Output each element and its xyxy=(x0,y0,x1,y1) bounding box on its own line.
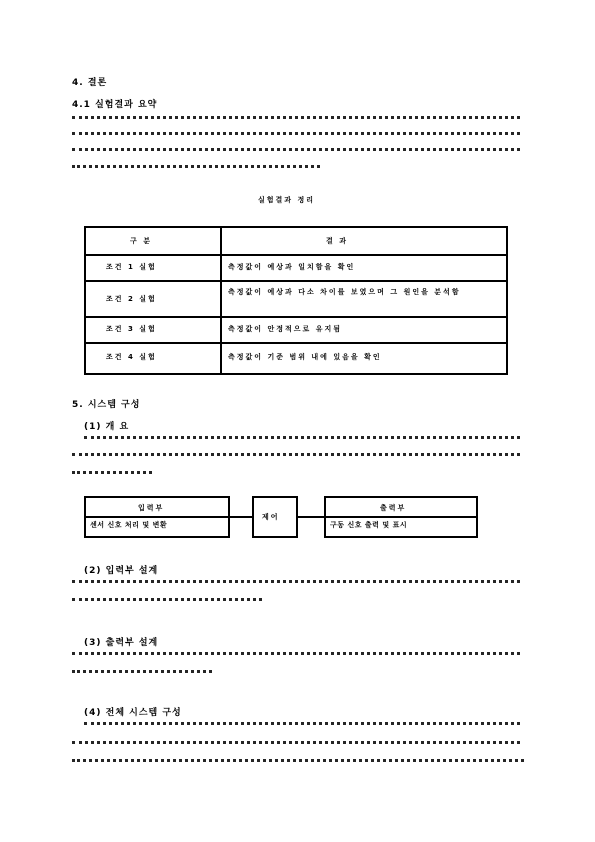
table-cell: 측정값이 예상과 일치함을 확인 xyxy=(228,263,356,271)
table-header-category: 구 분 xyxy=(130,237,152,245)
section2-sub2: (2) 입력부 설계 xyxy=(84,566,159,576)
output-block-detail: 구동 신호 출력 및 표시 xyxy=(330,521,408,529)
table-cell: 조건 3 실험 xyxy=(106,325,157,333)
table-header-result: 결 과 xyxy=(326,237,348,245)
input-block xyxy=(84,496,230,538)
section-title: 4. 결론 xyxy=(72,78,108,88)
section2-sub3: (3) 출력부 설계 xyxy=(84,638,159,648)
table-cell: 측정값이 예상과 다소 차이를 보였으며 그 원인을 분석함 xyxy=(228,288,461,296)
results-table xyxy=(84,226,508,375)
section2-sub1: (1) 개 요 xyxy=(84,422,130,432)
table-cell: 조건 2 실험 xyxy=(106,295,157,303)
output-block-title: 출력부 xyxy=(380,504,407,512)
section-subtitle: 4.1 실험결과 요약 xyxy=(72,100,158,110)
table-cell: 조건 1 실험 xyxy=(106,263,157,271)
control-block-label: 제어 xyxy=(262,513,280,521)
section2-title: 5. 시스템 구성 xyxy=(72,400,141,410)
section2-sub4: (4) 전체 시스템 구성 xyxy=(84,708,182,718)
table-cell: 측정값이 기준 범위 내에 있음을 확인 xyxy=(228,353,382,361)
output-block xyxy=(324,496,478,538)
input-block-detail: 센서 신호 처리 및 변환 xyxy=(90,521,168,529)
table-cell: 측정값이 안정적으로 유지됨 xyxy=(228,325,343,333)
input-block-title: 입력부 xyxy=(138,504,165,512)
table-cell: 조건 4 실험 xyxy=(106,353,157,361)
table-caption: 실험결과 정리 xyxy=(258,196,316,204)
control-block xyxy=(252,496,298,538)
